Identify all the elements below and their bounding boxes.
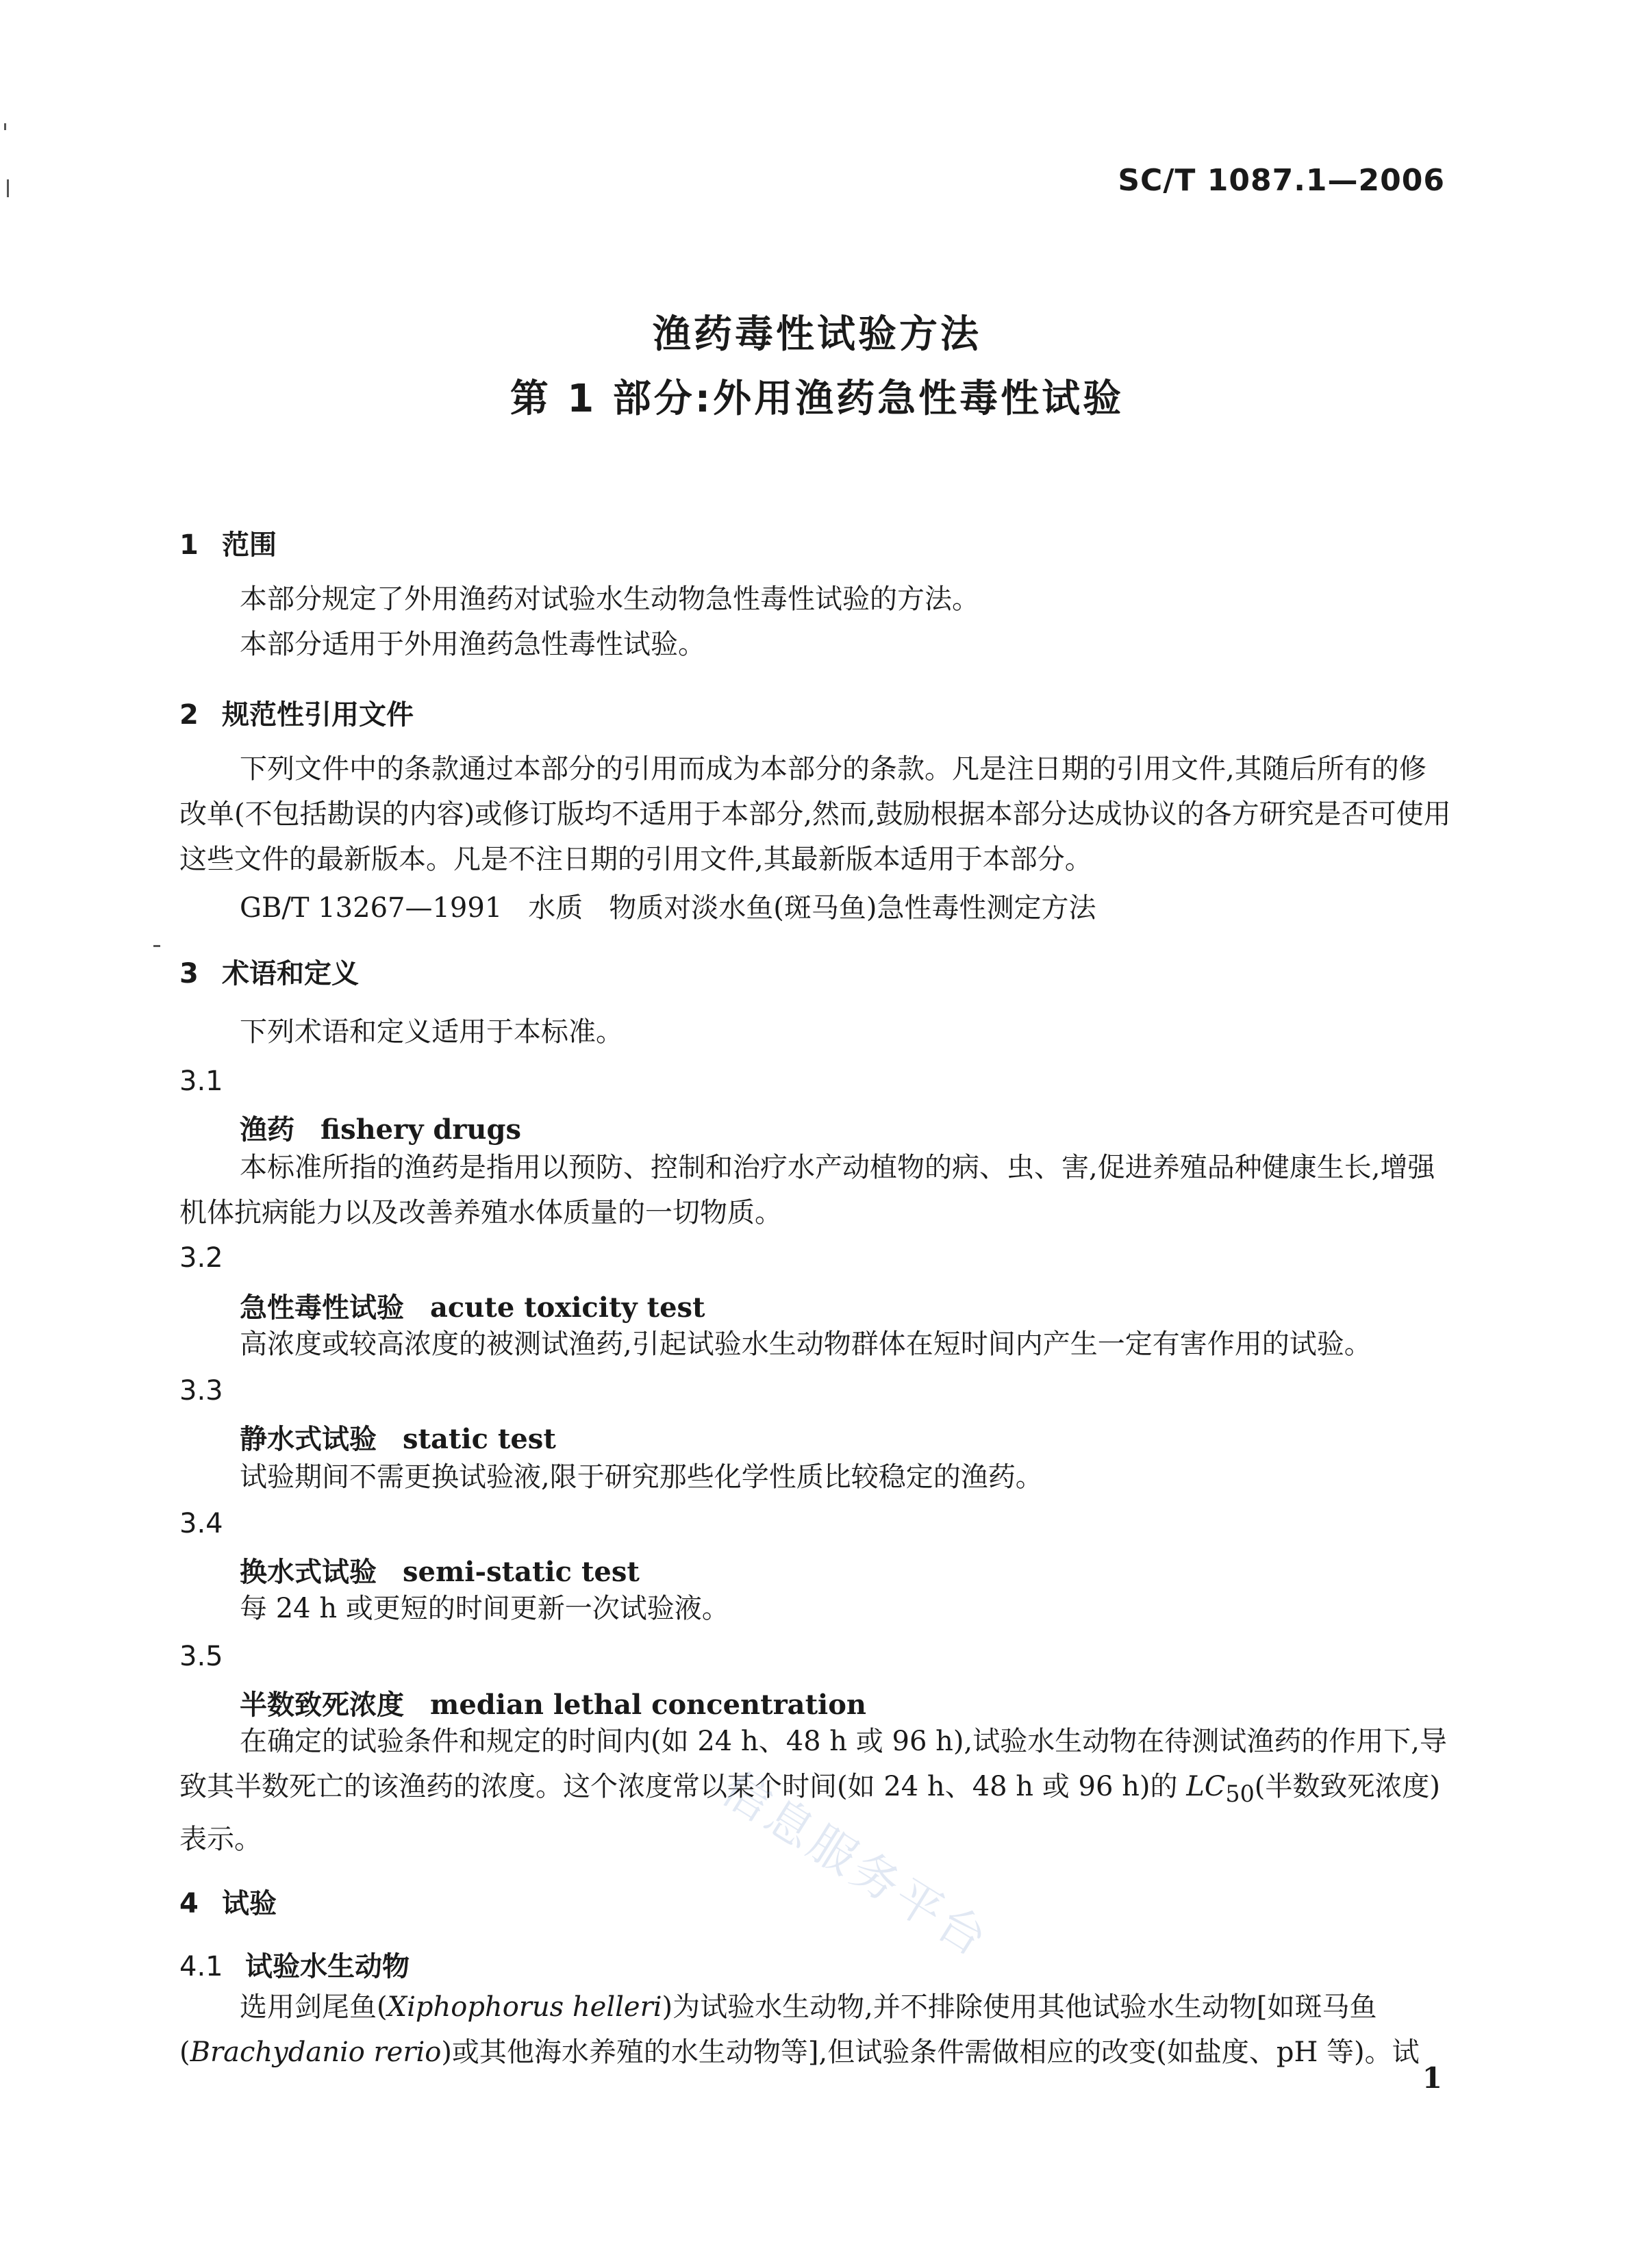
reference-code: GB/T 13267—1991 <box>240 892 503 924</box>
normative-reference <box>240 886 1096 925</box>
subsection-number: 4.1 <box>179 1951 223 1982</box>
section-number: 4 <box>179 1888 199 1919</box>
section-heading-2 <box>179 693 414 732</box>
document-subtitle: 第 1 部分:外用渔药急性毒性试验 <box>510 377 1124 421</box>
term-number: 3.1 <box>179 1066 223 1097</box>
section-heading-4 <box>179 1882 277 1921</box>
term-entry <box>240 1683 866 1722</box>
section-heading-3 <box>179 952 359 991</box>
page-number: 1 <box>1422 2061 1442 2095</box>
species-name: Xiphophorus helleri <box>387 1991 662 2023</box>
reference-title-part: 物质对淡水鱼(斑马鱼)急性毒性测定方法 <box>609 892 1096 924</box>
term-definition: 高浓度或较高浓度的被测试渔药,引起试验水生动物群体在短时间内产生一定有害作用的试验。 <box>240 1328 1372 1360</box>
term-entry <box>240 1550 640 1589</box>
paragraph: 下列术语和定义适用于本标准。 <box>240 1016 623 1048</box>
paragraph: 下列文件中的条款通过本部分的引用而成为本部分的条款。凡是注日期的引用文件,其随后所有的修改单(不包括勘误的内容)或修订版均不适用于本部分,然而,鼓励根据本部分达成协议的各方研究是否可使用这些文件的最新版本。凡是不注日期的引用文件,其最新版本适用于本部分。 <box>179 753 1451 875</box>
paragraph-text: )为试验水生动物,并不排除使用其他试验水生动物[如斑马鱼( <box>179 1991 1377 2068</box>
term-number: 3.3 <box>179 1375 223 1407</box>
section-title: 范围 <box>222 529 277 561</box>
term-definition: 本标准所指的渔药是指用以预防、控制和治疗水产动植物的病、虫、害,促进养殖品种健康生长,增强机体抗病能力以及改善养殖水体质量的一切物质。 <box>179 1152 1435 1228</box>
species-name: Brachydanio rerio <box>190 2037 442 2068</box>
watermark-text: 信息服务平台 <box>712 1761 999 1969</box>
standard-number: SC/T 1087.1—2006 <box>1118 163 1445 198</box>
document-title: 渔药毒性试验方法 <box>653 312 981 357</box>
section-title: 规范性引用文件 <box>222 699 414 731</box>
definition-text: 在确定的试验条件和规定的时间内(如 24 h、48 h 或 96 h),试验水生动物在待测试渔药的作用下,导致其半数死亡的该渔药的浓度。这个浓度常以某个时间(如 24 h、48 h 或 96 h)的 <box>179 1726 1447 1802</box>
section-title: 术语和定义 <box>222 958 359 990</box>
term-number: 3.5 <box>179 1641 223 1672</box>
term-en: static test <box>403 1423 556 1455</box>
term-zh: 换水式试验 <box>240 1556 377 1588</box>
scan-mark <box>4 123 6 130</box>
term-definition: 每 24 h 或更短的时间更新一次试验液。 <box>240 1593 729 1624</box>
term-zh: 急性毒性试验 <box>240 1292 404 1324</box>
section-number: 2 <box>179 699 199 731</box>
subsection-title: 试验水生动物 <box>245 1951 410 1982</box>
term-zh: 渔药 <box>240 1113 294 1146</box>
subsection-heading-4-1 <box>179 1945 410 1984</box>
lc-symbol: LC <box>1186 1771 1226 1802</box>
term-entry <box>240 1108 521 1147</box>
term-en: semi-static test <box>403 1556 640 1588</box>
term-entry <box>240 1418 556 1457</box>
term-en: median lethal concentration <box>430 1689 867 1721</box>
term-definition: 试验期间不需更换试验液,限于研究那些化学性质比较稳定的渔药。 <box>240 1461 1043 1493</box>
paragraph-text: 选用剑尾鱼( <box>240 1991 388 2023</box>
term-en: acute toxicity test <box>430 1292 705 1324</box>
scan-mark <box>7 179 9 197</box>
paragraph: 本部分规定了外用渔药对试验水生动物急性毒性试验的方法。 <box>240 583 979 615</box>
paragraph: 本部分适用于外用渔药急性毒性试验。 <box>240 629 705 660</box>
term-number: 3.4 <box>179 1508 223 1539</box>
section-title: 试验 <box>222 1888 277 1919</box>
scan-mark <box>153 945 160 947</box>
paragraph-text: )或其他海水养殖的水生动物等],但试验条件需做相应的改变(如盐度、pH 等)。试 <box>441 2037 1420 2068</box>
term-zh: 静水式试验 <box>240 1423 377 1455</box>
lc-subscript: 50 <box>1225 1780 1255 1807</box>
term-en: fishery drugs <box>320 1113 521 1146</box>
paragraph <box>179 1985 1453 2075</box>
section-number: 1 <box>179 529 199 561</box>
section-heading-1 <box>179 523 277 562</box>
section-number: 3 <box>179 958 199 990</box>
term-entry <box>240 1286 705 1325</box>
definition-text: (半数致死浓度)表示。 <box>179 1771 1441 1855</box>
term-number: 3.2 <box>179 1242 223 1274</box>
term-zh: 半数致死浓度 <box>240 1689 404 1721</box>
reference-title-part: 水质 <box>528 892 583 924</box>
